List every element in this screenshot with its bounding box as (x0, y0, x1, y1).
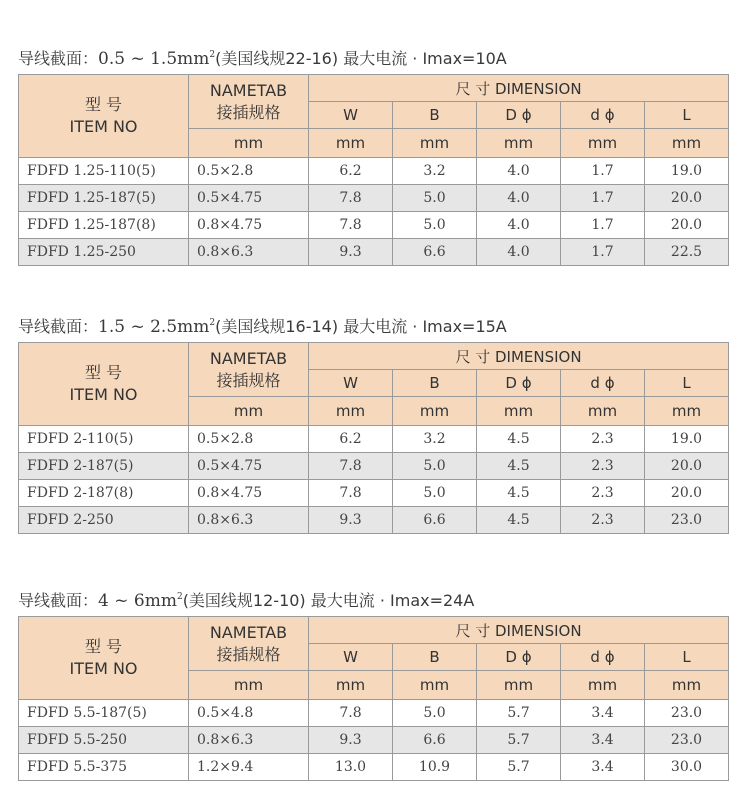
table-row (19, 185, 729, 212)
table-row (19, 480, 729, 507)
cell-l: 20.0 (645, 185, 729, 212)
table-row (19, 700, 729, 727)
section-title: 导线截面：0.5 ~ $1.5mm^2$(美国线规22-16) 最大电流 · Imax=10A (18, 49, 507, 69)
cell-b: 3.2 (393, 426, 477, 453)
cell-tab: 0.8×4.75 (189, 212, 309, 239)
cell-D: 4.0 (477, 158, 561, 185)
cell-tab: 0.5×4.75 (189, 185, 309, 212)
cell-item: FDFD 1.25-187(8) (19, 212, 189, 239)
table-row (19, 453, 729, 480)
unit-cell: mm (309, 397, 393, 426)
unit-cell: mm (393, 671, 477, 700)
header-col-d: d ϕ (561, 102, 645, 129)
cell-d: 2.3 (561, 453, 645, 480)
header-col-b: B (393, 102, 477, 129)
header-col-b: B (393, 370, 477, 397)
cell-w: 7.8 (309, 453, 393, 480)
unit-cell: mm (477, 129, 561, 158)
cell-d: 1.7 (561, 212, 645, 239)
cell-D: 5.7 (477, 700, 561, 727)
cell-item: FDFD 2-110(5) (19, 426, 189, 453)
cell-item: FDFD 2-250 (19, 507, 189, 534)
header-col-w: W (309, 370, 393, 397)
cell-b: 6.6 (393, 727, 477, 754)
header-col-D: D ϕ (477, 644, 561, 671)
unit-cell: mm (309, 129, 393, 158)
unit-cell: mm (393, 397, 477, 426)
cell-l: 22.5 (645, 239, 729, 266)
table-row (19, 239, 729, 266)
header-dimension: 尺 寸 DIMENSION (309, 75, 729, 102)
cell-item: FDFD 1.25-187(5) (19, 185, 189, 212)
header-col-l: L (645, 370, 729, 397)
cell-item: FDFD 1.25-110(5) (19, 158, 189, 185)
cell-d: 3.4 (561, 700, 645, 727)
cell-b: 10.9 (393, 754, 477, 781)
cell-tab: 0.8×6.3 (189, 727, 309, 754)
cell-tab: 0.5×2.8 (189, 426, 309, 453)
header-col-d: d ϕ (561, 370, 645, 397)
cell-D: 4.5 (477, 507, 561, 534)
cell-item: FDFD 2-187(8) (19, 480, 189, 507)
header-item-no: 型 号 ITEM NO (19, 343, 189, 426)
table-row (19, 727, 729, 754)
cell-item: FDFD 5.5-250 (19, 727, 189, 754)
table-row (19, 426, 729, 453)
cell-D: 4.0 (477, 212, 561, 239)
unit-cell: mm (561, 397, 645, 426)
cell-l: 23.0 (645, 700, 729, 727)
cell-b: 6.6 (393, 507, 477, 534)
cell-b: 6.6 (393, 239, 477, 266)
spec-section-3 (18, 584, 728, 781)
cell-tab: 0.8×4.75 (189, 480, 309, 507)
table-row (19, 158, 729, 185)
spec-section-2 (18, 310, 728, 534)
cell-l: 20.0 (645, 453, 729, 480)
header-col-l: L (645, 102, 729, 129)
cell-item: FDFD 1.25-250 (19, 239, 189, 266)
unit-cell: mm (189, 397, 309, 426)
header-dimension: 尺 寸 DIMENSION (309, 343, 729, 370)
cell-d: 2.3 (561, 480, 645, 507)
cell-tab: 0.8×6.3 (189, 239, 309, 266)
cell-b: 3.2 (393, 158, 477, 185)
unit-cell: mm (309, 671, 393, 700)
cell-b: 5.0 (393, 480, 477, 507)
header-col-D: D ϕ (477, 370, 561, 397)
cell-d: 3.4 (561, 754, 645, 781)
table-row (19, 212, 729, 239)
section-title: 导线截面：4 ~ $6mm^2$(美国线规12-10) 最大电流 · Imax=24A (18, 591, 475, 611)
unit-cell: mm (189, 129, 309, 158)
cell-w: 9.3 (309, 239, 393, 266)
cell-l: 19.0 (645, 158, 729, 185)
header-col-b: B (393, 644, 477, 671)
cell-w: 6.2 (309, 158, 393, 185)
spec-section-1 (18, 42, 728, 266)
unit-cell: mm (645, 397, 729, 426)
cell-w: 13.0 (309, 754, 393, 781)
unit-cell: mm (645, 671, 729, 700)
header-col-l: L (645, 644, 729, 671)
spec-table (18, 616, 729, 781)
cell-b: 5.0 (393, 212, 477, 239)
cell-d: 1.7 (561, 239, 645, 266)
cell-item: FDFD 5.5-187(5) (19, 700, 189, 727)
spec-table (18, 74, 729, 266)
cell-tab: 0.5×4.75 (189, 453, 309, 480)
cell-l: 20.0 (645, 480, 729, 507)
header-col-d: d ϕ (561, 644, 645, 671)
cell-tab: 0.5×2.8 (189, 158, 309, 185)
cell-w: 9.3 (309, 507, 393, 534)
table-row (19, 754, 729, 781)
cell-d: 2.3 (561, 507, 645, 534)
unit-cell: mm (561, 671, 645, 700)
cell-D: 5.7 (477, 754, 561, 781)
cell-w: 7.8 (309, 212, 393, 239)
header-item-no: 型 号 ITEM NO (19, 75, 189, 158)
header-col-D: D ϕ (477, 102, 561, 129)
header-col-w: W (309, 644, 393, 671)
header-item-no: 型 号 ITEM NO (19, 617, 189, 700)
cell-tab: 1.2×9.4 (189, 754, 309, 781)
unit-cell: mm (189, 671, 309, 700)
cell-tab: 0.8×6.3 (189, 507, 309, 534)
spec-table (18, 342, 729, 534)
section-title: 导线截面：1.5 ~ $2.5mm^2$(美国线规16-14) 最大电流 · Imax=15A (18, 317, 507, 337)
cell-d: 1.7 (561, 185, 645, 212)
cell-w: 9.3 (309, 727, 393, 754)
cell-item: FDFD 5.5-375 (19, 754, 189, 781)
cell-D: 4.5 (477, 426, 561, 453)
cell-tab: 0.5×4.8 (189, 700, 309, 727)
cell-d: 2.3 (561, 426, 645, 453)
cell-b: 5.0 (393, 185, 477, 212)
cell-l: 19.0 (645, 426, 729, 453)
cell-l: 23.0 (645, 507, 729, 534)
unit-cell: mm (645, 129, 729, 158)
cell-l: 30.0 (645, 754, 729, 781)
cell-l: 20.0 (645, 212, 729, 239)
cell-l: 23.0 (645, 727, 729, 754)
header-col-w: W (309, 102, 393, 129)
cell-item: FDFD 2-187(5) (19, 453, 189, 480)
cell-d: 3.4 (561, 727, 645, 754)
unit-cell: mm (477, 671, 561, 700)
unit-cell: mm (393, 129, 477, 158)
cell-D: 4.0 (477, 239, 561, 266)
table-row (19, 507, 729, 534)
cell-D: 4.0 (477, 185, 561, 212)
cell-D: 4.5 (477, 480, 561, 507)
cell-w: 7.8 (309, 700, 393, 727)
cell-b: 5.0 (393, 700, 477, 727)
header-nametab: NAMETAB 接插规格 (189, 343, 309, 397)
cell-d: 1.7 (561, 158, 645, 185)
cell-b: 5.0 (393, 453, 477, 480)
header-nametab: NAMETAB 接插规格 (189, 617, 309, 671)
unit-cell: mm (477, 397, 561, 426)
cell-D: 4.5 (477, 453, 561, 480)
cell-w: 7.8 (309, 480, 393, 507)
header-nametab: NAMETAB 接插规格 (189, 75, 309, 129)
unit-cell: mm (561, 129, 645, 158)
cell-w: 6.2 (309, 426, 393, 453)
cell-D: 5.7 (477, 727, 561, 754)
header-dimension: 尺 寸 DIMENSION (309, 617, 729, 644)
cell-w: 7.8 (309, 185, 393, 212)
